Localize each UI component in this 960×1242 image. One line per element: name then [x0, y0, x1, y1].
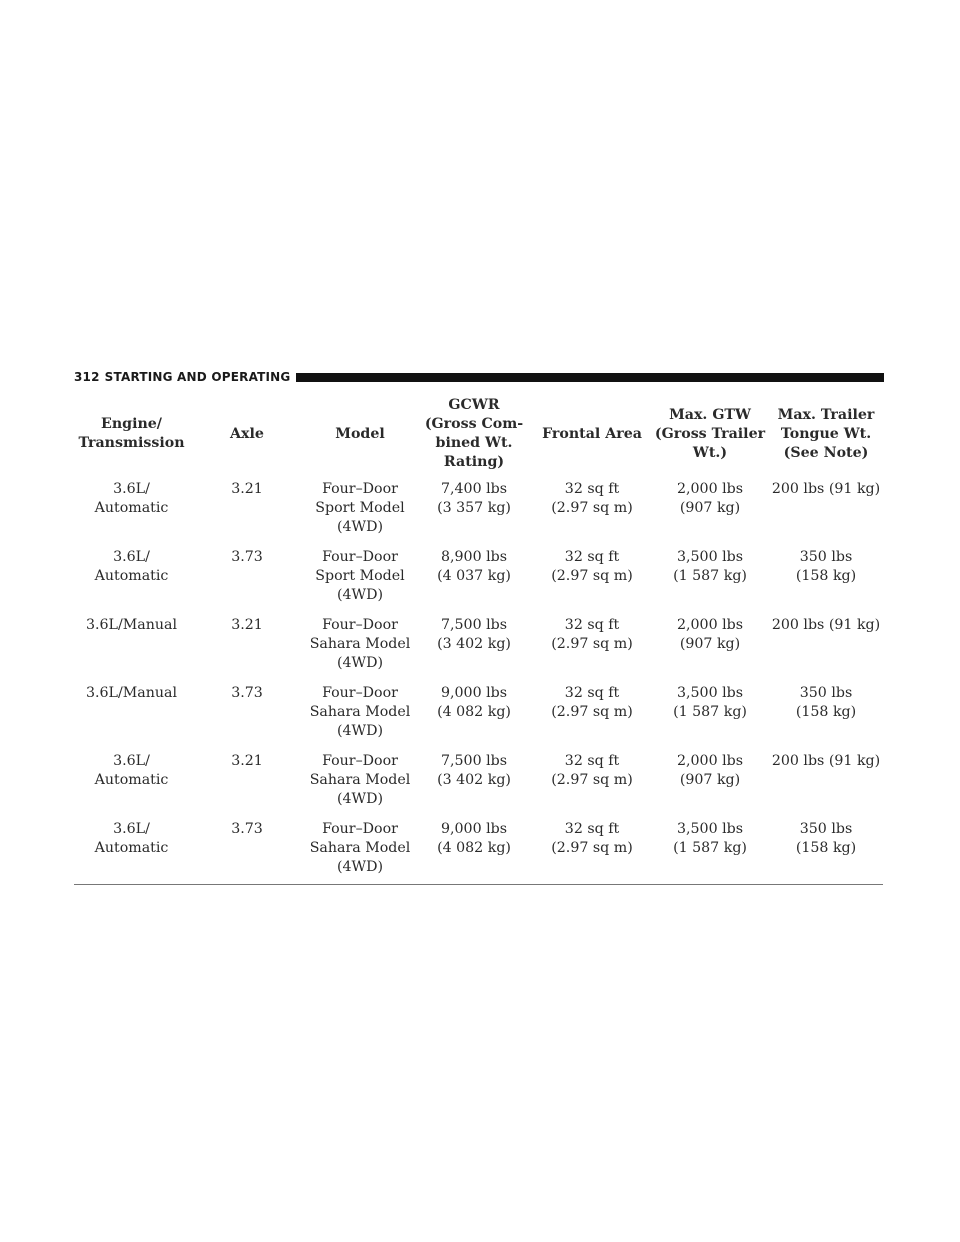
- cell-frontal-area: 32 sq ft (2.97 sq m): [551, 617, 633, 652]
- cell-frontal-area: 32 sq ft (2.97 sq m): [551, 753, 633, 788]
- cell-gcwr: 7,500 lbs (3 402 kg): [437, 617, 511, 652]
- cell-max-gtw: 3,500 lbs (1 587 kg): [673, 549, 747, 584]
- cell-gcwr: 9,000 lbs (4 082 kg): [437, 685, 511, 720]
- cell-frontal-area: 32 sq ft (2.97 sq m): [533, 816, 651, 885]
- cell-model: Four–Door Sahara Model (4WD): [305, 816, 415, 885]
- cell-gcwr: 7,400 lbs (3 357 kg): [437, 481, 511, 516]
- cell-engine-transmission: 3.6L/Manual: [85, 685, 178, 701]
- cell-model: Four–Door Sahara Model (4WD): [309, 685, 411, 739]
- cell-gcwr: 8,900 lbs (4 037 kg): [437, 549, 511, 584]
- cell-frontal-area: 32 sq ft (2.97 sq m): [551, 685, 633, 720]
- cell-engine-transmission: 3.6L/ Automatic: [94, 549, 169, 584]
- cell-max-tongue-wt: 350 lbs (158 kg): [795, 549, 857, 584]
- table-row: [74, 544, 883, 612]
- cell-model: Four–Door Sport Model (4WD): [315, 481, 405, 535]
- table-row: [74, 612, 883, 680]
- section-title: STARTING AND OPERATING: [104, 370, 291, 384]
- table-row: [74, 748, 883, 816]
- cell-engine-transmission: 3.6L/ Automatic: [94, 481, 169, 516]
- page-header: [74, 370, 884, 384]
- cell-max-tongue-wt: 350 lbs (158 kg): [795, 685, 857, 720]
- cell-max-tongue-wt: 200 lbs (91 kg): [771, 481, 881, 497]
- cell-max-gtw: 2,000 lbs (907 kg): [676, 753, 744, 788]
- cell-axle: 3.73: [231, 549, 263, 565]
- cell-engine-transmission: 3.6L/ Automatic: [74, 816, 189, 885]
- column-header-axle: Axle: [230, 425, 264, 442]
- cell-max-gtw: 3,500 lbs (1 587 kg): [673, 685, 747, 720]
- cell-max-gtw: 2,000 lbs (907 kg): [676, 617, 744, 652]
- header-text: [74, 370, 290, 384]
- cell-engine-transmission: 3.6L/Manual: [85, 617, 178, 633]
- cell-max-tongue-wt: 350 lbs (158 kg): [769, 816, 883, 885]
- cell-axle: 3.73: [189, 816, 305, 885]
- cell-gcwr: 7,500 lbs (3 402 kg): [437, 753, 511, 788]
- table-row: [74, 476, 883, 544]
- cell-max-gtw: 2,000 lbs (907 kg): [676, 481, 744, 516]
- table-header-row: [74, 393, 883, 476]
- cell-engine-transmission: 3.6L/ Automatic: [94, 753, 169, 788]
- header-rule: [296, 373, 884, 382]
- cell-model: Four–Door Sport Model (4WD): [315, 549, 405, 603]
- cell-axle: 3.21: [231, 617, 263, 633]
- cell-max-tongue-wt: 200 lbs (91 kg): [771, 753, 881, 769]
- cell-max-gtw: 3,500 lbs (1 587 kg): [651, 816, 769, 885]
- table-row: [74, 680, 883, 748]
- column-header-gcwr: GCWR (Gross Com- bined Wt. Rating): [424, 397, 524, 470]
- cell-frontal-area: 32 sq ft (2.97 sq m): [551, 549, 633, 584]
- column-header-model: Model: [335, 425, 385, 442]
- cell-gcwr: 9,000 lbs (4 082 kg): [415, 816, 533, 885]
- cell-frontal-area: 32 sq ft (2.97 sq m): [551, 481, 633, 516]
- cell-axle: 3.21: [231, 753, 263, 769]
- column-header-frontal-area: Frontal Area: [542, 425, 642, 442]
- column-header-max-tongue-wt: Max. Trailer Tongue Wt. (See Note): [777, 406, 875, 461]
- towing-spec-table: [74, 393, 883, 885]
- table-row: [74, 816, 883, 885]
- cell-model: Four–Door Sahara Model (4WD): [309, 617, 411, 671]
- cell-axle: 3.73: [231, 685, 263, 701]
- page-number: 312: [74, 370, 100, 384]
- column-header-engine-transmission: Engine/ Transmission: [78, 416, 185, 451]
- cell-model: Four–Door Sahara Model (4WD): [309, 753, 411, 807]
- cell-axle: 3.21: [231, 481, 263, 497]
- column-header-max-gtw: Max. GTW (Gross Trailer Wt.): [654, 406, 766, 461]
- cell-max-tongue-wt: 200 lbs (91 kg): [771, 617, 881, 633]
